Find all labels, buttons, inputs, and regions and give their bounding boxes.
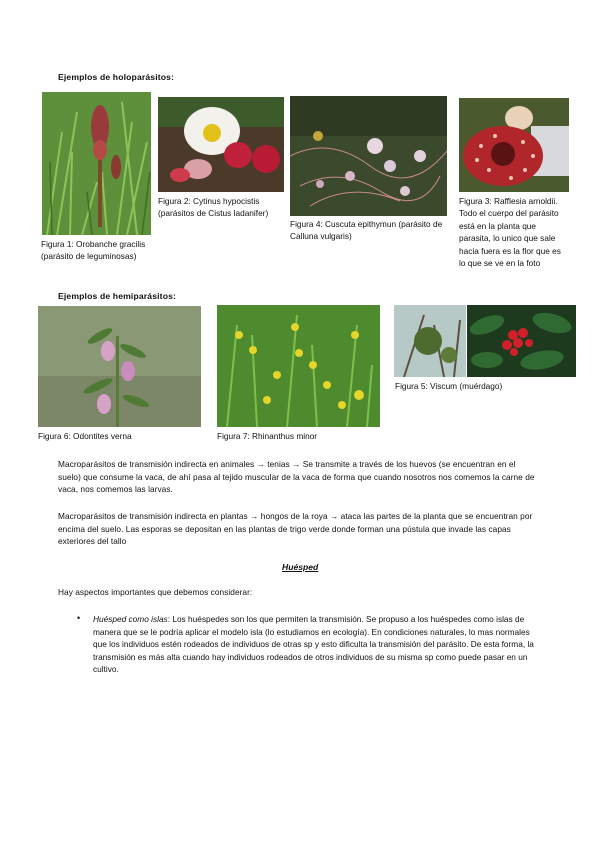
figure-5-caption: Figura 5: Viscum (muérdago) [395, 381, 503, 391]
figure-6-caption: Figura 6: Odontites verna [38, 431, 132, 441]
hemiparasites-heading: Ejemplos de hemiparásitos: [58, 291, 177, 301]
orobanche-photo [42, 92, 151, 235]
figure-2-caption: Figura 2: Cytinus hypocistis (parásitos de Cistus ladanifer) [158, 196, 269, 219]
paragraph-transmission-plants: Macroparásitos de transmisión indirecta en plantas → hongos de la roya → ataca las partes de la planta que se encuentran por encima del suelo. Las esporas se depositan en las plantas de trigo verde donde forman una pústula que invade las capas exteriores del tallo [58, 511, 533, 547]
viscum-tree-photo [394, 305, 466, 377]
bullet-huesped-islas [93, 613, 539, 676]
rafflesia-photo [459, 98, 569, 192]
bullet-body: : Los huéspedes son los que permiten la transmisión. Se propuso a los huéspedes como islas de manera que se le podría aplicar el modelo isla (lo estudiamos en ecología). En condiciones naturales, lo mas normales que los individuos estén rodeados de individuos de otras sp y esto dificulta la transmisión del parásito. De esta forma, la transmisión es más alta cuando hay individuos rodeados de otros individuos de su misma sp como puede pasar en un cultivo. [93, 614, 534, 675]
viscum-berries-photo [467, 305, 576, 377]
rhinanthus-photo [217, 305, 380, 427]
figure-3-caption: Figura 3: Rafflesia arnoldii. Todo el cuerpo del parásito está en la planta que parasita, lo unico que sale hacia fuera es la flor que es lo que se ve en la foto [459, 196, 561, 269]
section-title-huesped: Huésped [282, 562, 319, 572]
odontites-photo [38, 306, 201, 427]
figure-4-caption: Figura 4: Cuscuta epithymun (parásito de Calluna vulgaris) [290, 219, 443, 242]
cuscuta-photo [290, 96, 447, 216]
holoparasites-heading: Ejemplos de holoparásitos: [58, 72, 175, 82]
bullet-marker: • [77, 613, 81, 623]
bullet-term: Huésped como islas [93, 614, 168, 624]
huesped-intro: Hay aspectos importantes que debemos considerar: [58, 587, 253, 597]
cytinus-photo [158, 97, 284, 192]
figure-1-caption: Figura 1: Orobanche gracilis (parásito de leguminosas) [41, 239, 146, 262]
figure-7-caption: Figura 7: Rhinanthus minor [217, 431, 318, 441]
paragraph-transmission-animals: Macroparásitos de transmisión indirecta en animales → tenias → Se transmite a través de los huevos (se encuentran en el suelo) que consume la vaca, de ahí pasa al tejido muscular de la vaca de forma que cuando nosotros nos comemos la carne de vaca, nos comemos las larvas. [58, 459, 535, 495]
